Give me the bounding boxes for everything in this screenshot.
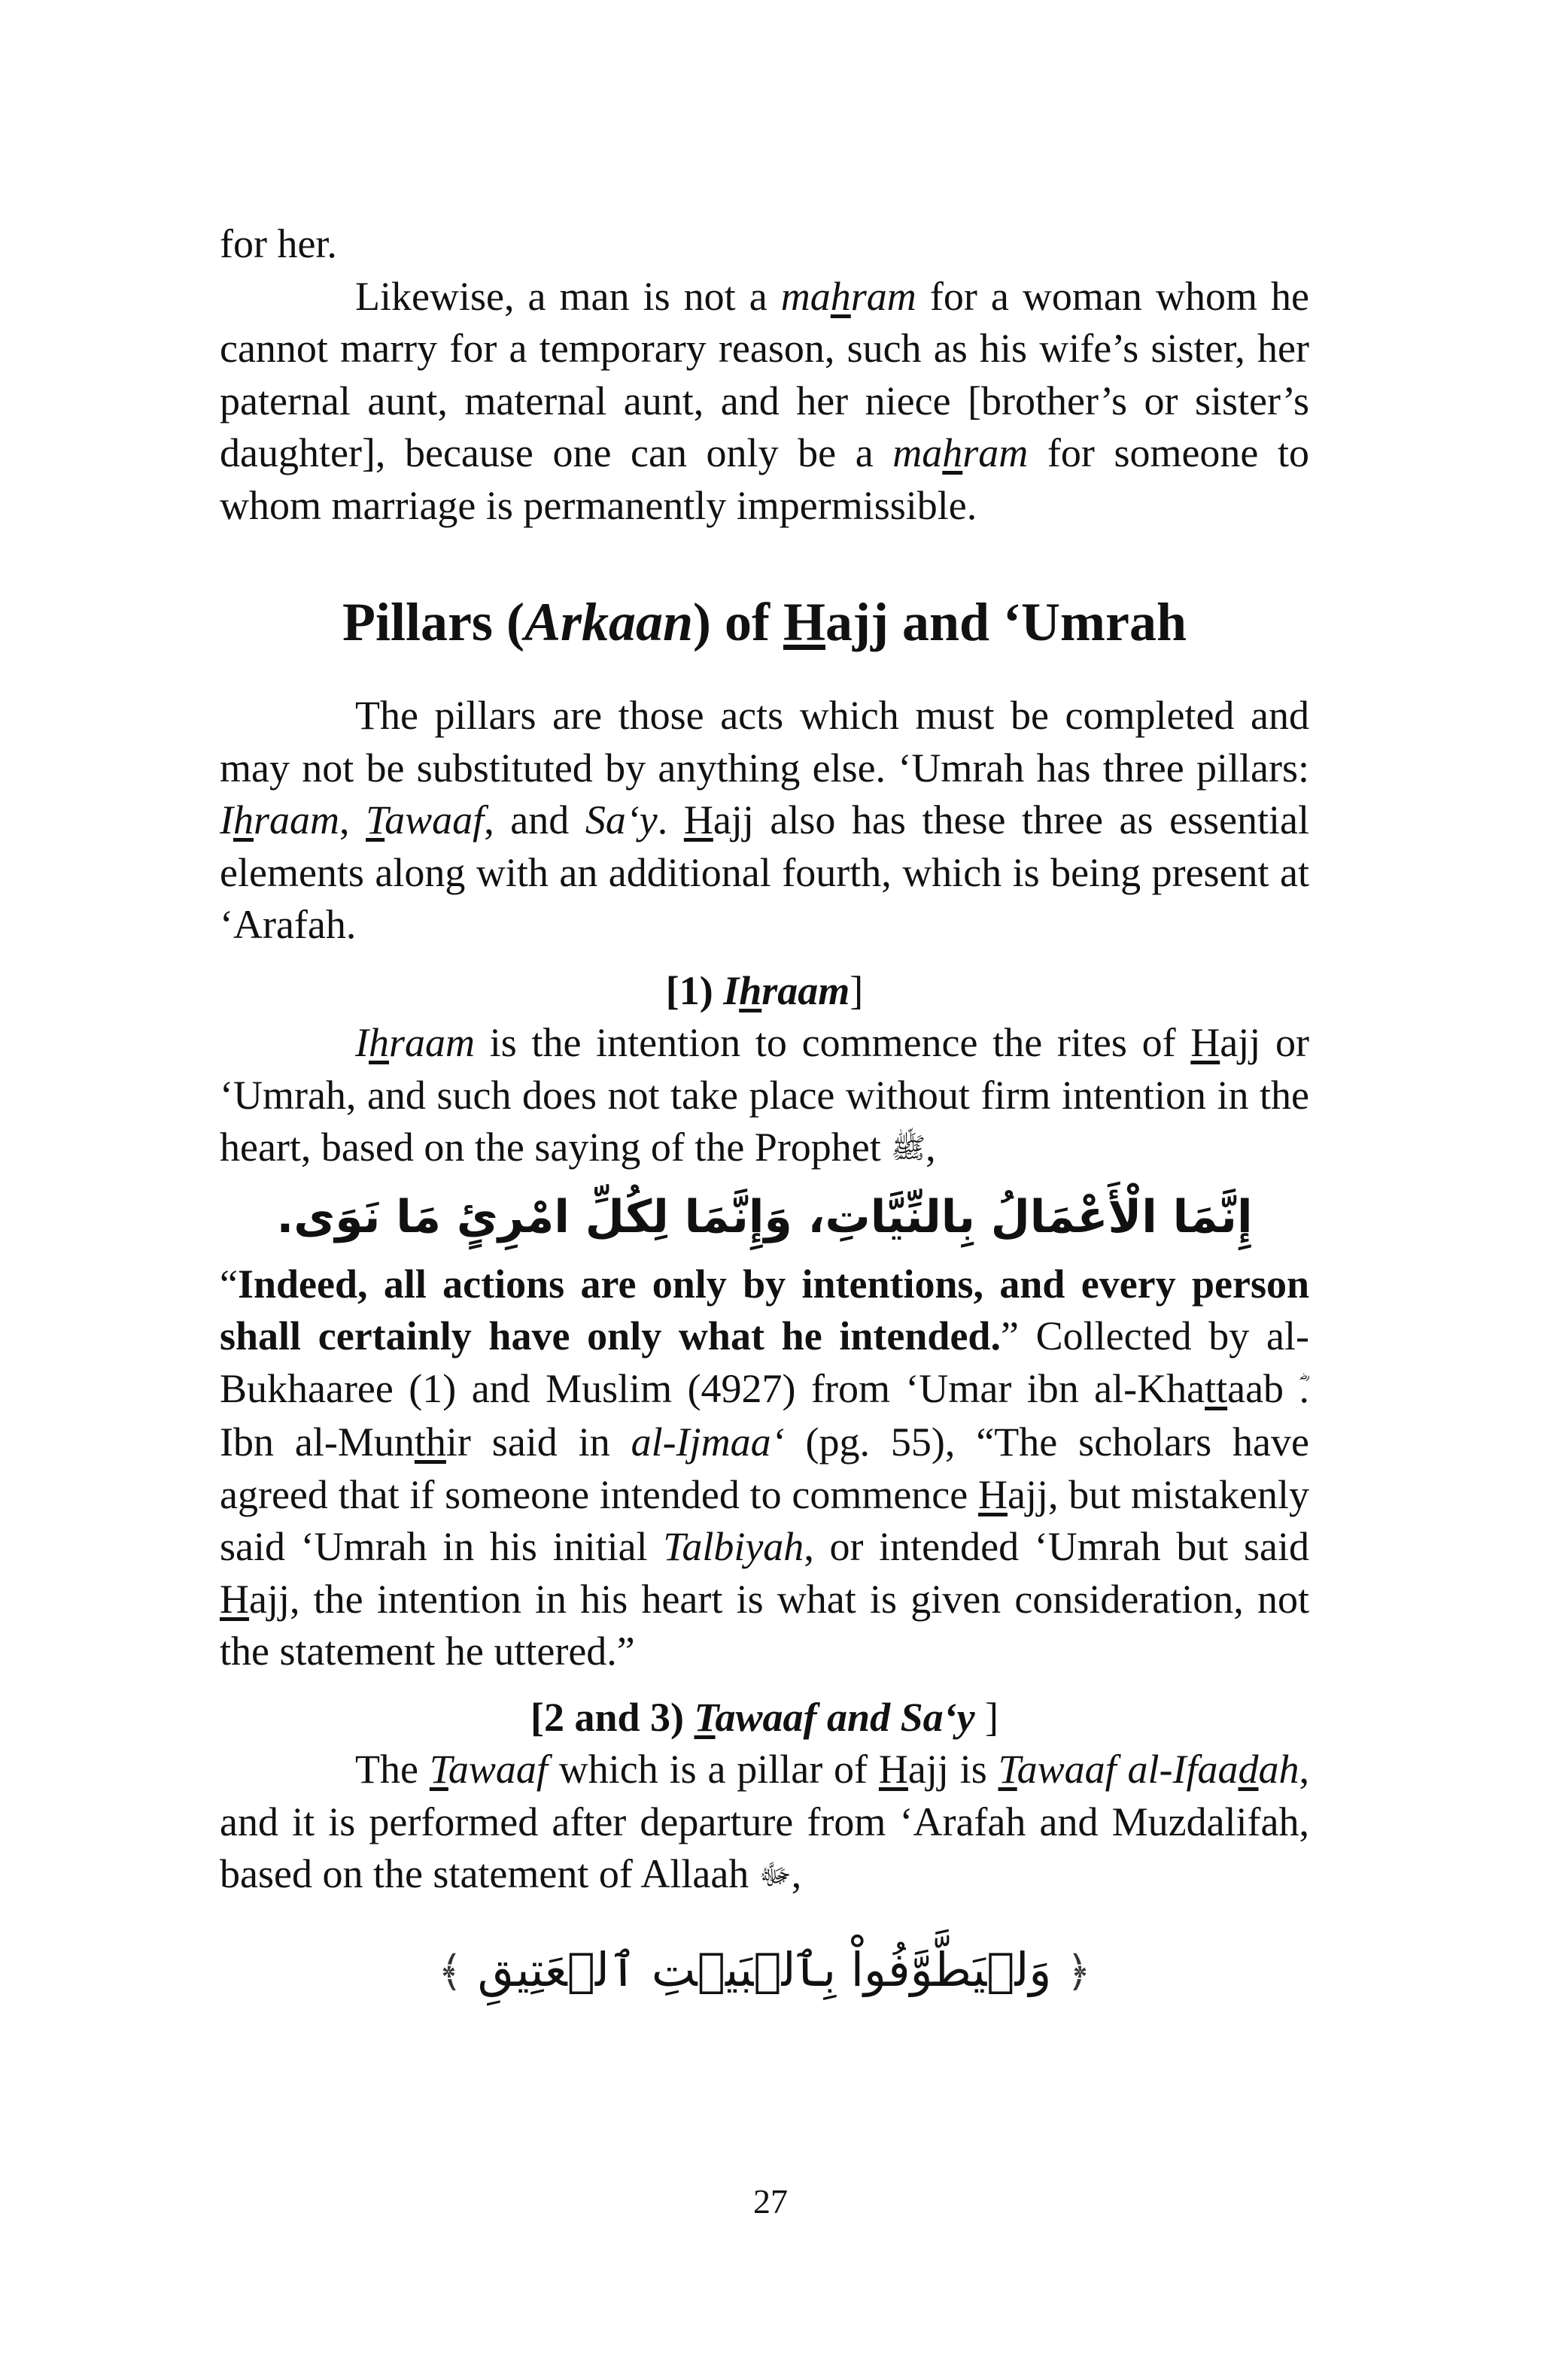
hadith-arabic-text: إِنَّمَا الْأَعْمَالُ بِالنِّيَّاتِ، وَإِنَّمَا لِكُلِّ امْرِئٍ مَا نَوَى. [276,1190,1253,1243]
term-tawaaf-al-ifaadah: Tawaaf al-Ifaadah [998,1747,1299,1792]
term-ihraam: Ihraam [220,797,339,842]
salutation-glyph: ﷺ [891,1133,926,1164]
ornate-bracket-open: ﴿ [1066,1947,1092,1996]
term-mahram: mahram [780,273,916,319]
text-run: for a woman whom he cannot marry for a temporary reason, such as his wife’s sister, her paternal aunt, maternal aunt, and her niece [brother’s or sister’s daughter], because one can only be a [220,273,1309,475]
paragraph-mahram [220,271,1309,533]
page-body [220,218,1309,2017]
subheading-tawaaf-say: [2 and 3) Tawaaf and Sa‘y ] [530,1694,999,1740]
quran-verse [220,1925,1309,2017]
paragraph-ihraam: Ihraam is the intention to commence the rites of Hajj or ‘Umrah, and such does not take place without firm intention in the heart, based on the saying of the Prophet ﷺ, [220,1020,1309,1170]
term-tawaaf: Tawaaf [429,1747,548,1792]
paragraph-hadith-translation: “Indeed, all actions are only by intentions, and every person shall certainly have only what he intended.” Collected by al-Bukhaaree (1) and Muslim (4927) from ‘Umar ibn al-Khattaab . Ibn al-Munthir said in al-Ijmaa‘ (pg. 55), “The scholars have agreed that if someone intended to commence Hajj, but mistakenly said ‘Umrah in his initial Talbiyah, or intended ‘Umrah but said Hajj, the intention in his heart is what is given consideration, not the statement he uttered.” [220,1261,1309,1674]
term-say: Sa‘y [585,797,658,842]
paragraph-tawaaf: The Tawaaf which is a pillar of Hajj is Tawaaf al-Ifaadah, and it is performed after departure from ‘Arafah and Muzdalifah, based on the statement of Allaah ﷻ, [220,1747,1309,1896]
book-title: al-Ijmaa‘ [631,1419,785,1465]
text-run: Likewise, a man is not a [355,273,781,319]
paragraph-continuation [220,218,1309,271]
term-talbiyah: Talbiyah [663,1524,804,1569]
page-number: 27 [753,2182,788,2221]
term-tawaaf: Tawaaf [366,797,485,842]
hadith-translation: Indeed, all actions are only by intentions, and every person shall certainly have only what he intended. [220,1261,1309,1358]
quran-verse-text: وَلۡيَطَّوَّفُواْ بِٱلۡبَيۡتِ ٱلۡعَتِيقِ [477,1941,1052,1997]
section-heading: Pillars (Arkaan) of Hajj and ‘Umrah [342,592,1187,652]
paragraph-text: for her. [220,221,337,266]
paragraph-pillars: The pillars are those acts which must be completed and may not be substituted by anything else. ‘Umrah has three pillars: Ihraam, Tawaaf, and Sa‘y. Hajj also has these three as essential elements along with an additional fourth, which is being present at ‘Arafah. [220,693,1310,947]
term-mahram: mahram [892,430,1029,475]
glorification-glyph: ﷻ [758,1859,792,1891]
text-run: for someone to whom marriage is permanently impermissible. [220,430,1309,528]
subheading-ihraam: [1) Ihraam] [665,967,864,1013]
term-ihraam: Ihraam [355,1020,475,1065]
ornate-bracket-close: ﴾ [437,1947,463,1996]
